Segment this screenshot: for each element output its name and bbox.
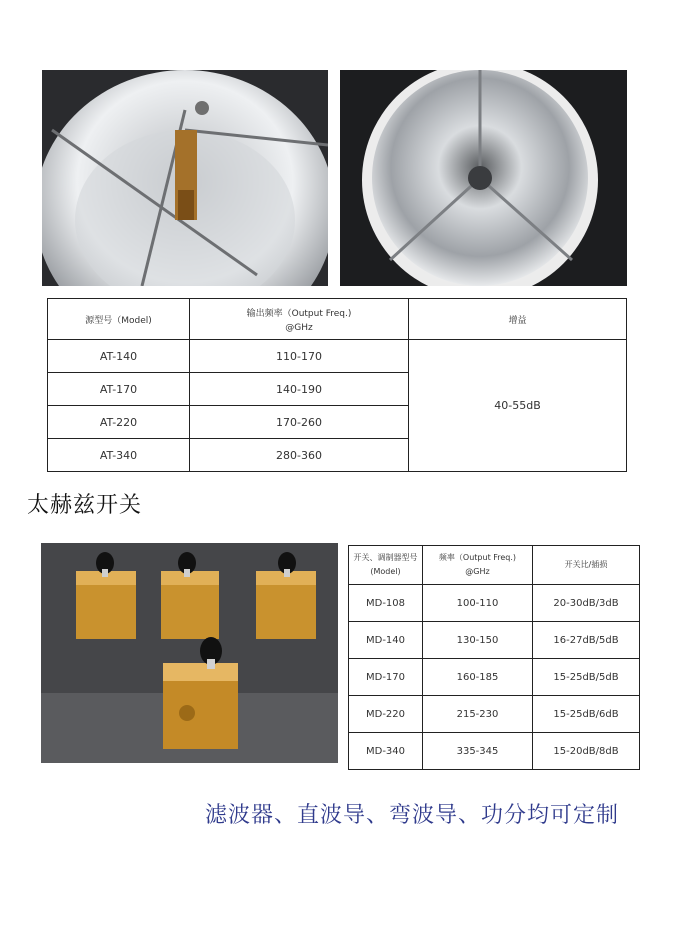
cell-ratio: 15-25dB/5dB [533, 659, 640, 696]
cell-model: MD-220 [349, 696, 423, 733]
header-freq-label: 输出频率（Output Freq.) [246, 308, 352, 319]
header-model: 源型号（Model) [48, 299, 190, 340]
table-row [349, 585, 640, 622]
antenna-table [47, 298, 627, 472]
table-row [48, 340, 627, 373]
header-gain: 增益 [409, 299, 627, 340]
switch-photo [41, 543, 338, 763]
customization-note: 滤波器、直波导、弯波导、功分均可定制 [205, 803, 620, 828]
cell-model: AT-220 [48, 406, 190, 439]
cell-model: MD-340 [349, 733, 423, 770]
cell-freq: 130-150 [423, 622, 533, 659]
cell-freq: 215-230 [423, 696, 533, 733]
antenna-photo-left [42, 70, 328, 286]
cell-model: AT-140 [48, 340, 190, 373]
section-heading: 太赫兹开关 [27, 493, 143, 518]
header-model-label: 开关、调制器型号 [353, 553, 418, 562]
antenna-table-header [48, 299, 627, 340]
cell-freq: 160-185 [423, 659, 533, 696]
switch-table [348, 545, 640, 770]
table-row [349, 696, 640, 733]
cell-freq: 280-360 [190, 439, 409, 472]
antenna-photo-right [340, 70, 627, 286]
header-freq [190, 299, 409, 340]
cell-freq: 110-170 [190, 340, 409, 373]
cell-model: MD-170 [349, 659, 423, 696]
header-model-sub: (Model) [370, 567, 401, 576]
cell-freq: 100-110 [423, 585, 533, 622]
cell-freq: 170-260 [190, 406, 409, 439]
table-row [349, 659, 640, 696]
cell-ratio: 16-27dB/5dB [533, 622, 640, 659]
cell-freq: 140-190 [190, 373, 409, 406]
header-freq-unit: @GHz [465, 567, 490, 576]
cell-model: MD-108 [349, 585, 423, 622]
cell-gain: 40-55dB [409, 340, 627, 472]
cell-model: AT-170 [48, 373, 190, 406]
cell-ratio: 15-25dB/6dB [533, 696, 640, 733]
table-row [349, 622, 640, 659]
switch-table-header [349, 546, 640, 585]
header-ratio: 开关比/插损 [533, 546, 640, 585]
cell-model: MD-140 [349, 622, 423, 659]
header-freq [423, 546, 533, 585]
cell-freq: 335-345 [423, 733, 533, 770]
cell-ratio: 20-30dB/3dB [533, 585, 640, 622]
cell-model: AT-340 [48, 439, 190, 472]
header-freq-unit: @GHz [285, 322, 313, 333]
header-model [349, 546, 423, 585]
table-row [349, 733, 640, 770]
header-freq-label: 频率（Output Freq.) [438, 553, 517, 562]
cell-ratio: 15-20dB/8dB [533, 733, 640, 770]
